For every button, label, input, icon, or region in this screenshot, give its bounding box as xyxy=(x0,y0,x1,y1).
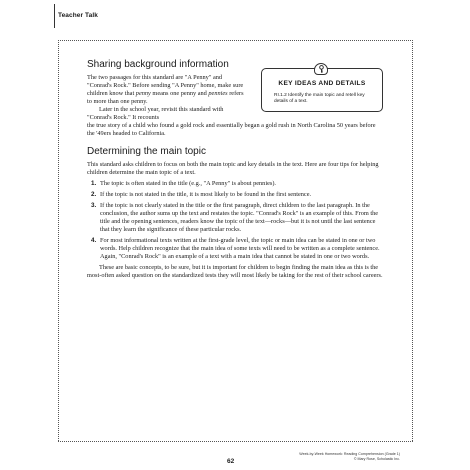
frame-top xyxy=(58,40,413,41)
footer-credit: Week-by-Week Homework: Reading Comprehension (Grade 1) © Mary Rose, Scholastic Inc. xyxy=(299,452,400,461)
closing-paragraph: These are basic concepts, to be sure, but it is important for children to begin finding the main idea as this is the most-often asked question on the standardized tests they will most likely be taking for the rest of their school careers. xyxy=(87,264,383,279)
section-heading-main-topic: Determining the main topic xyxy=(87,146,206,157)
main-topic-intro: This standard asks children to focus on both the main topic and key details in the text. Here are four tips for helping children determine the main topic of a text. xyxy=(87,161,379,176)
frame-right xyxy=(412,40,413,441)
header-label: Teacher Talk xyxy=(58,12,98,19)
background-paragraph-2a: Later in the school year, revisit this standard with "Conrad's Rock." It recounts xyxy=(87,106,224,121)
key-ideas-box xyxy=(261,68,383,112)
key-icon xyxy=(314,63,328,75)
key-ideas-standard: RI.1.2 Identify the main topic and retell key details of a text. xyxy=(274,93,365,105)
page-number: 62 xyxy=(227,458,235,465)
page-content xyxy=(87,59,383,280)
background-paragraph-2b: the true story of a child who found a gold rock and essentially began a gold rush in North Carolina 50 years before the '49ers headed to California. xyxy=(87,122,376,137)
list-item: 1. The topic is often stated in the title (e.g., "A Penny" is about pennies). xyxy=(91,180,276,187)
list-item: 4. For most informational texts written at the first-grade level, the topic or main idea can be stated in one or two words. Help children recognize that the main idea of some texts will need to be written as a complete sentence. Again, "Conrad's Rock" is an example of a text with a main idea that cannot be stated in one or two words. xyxy=(91,237,380,260)
tips-list xyxy=(87,180,383,261)
frame-bottom xyxy=(58,441,413,442)
frame-left xyxy=(58,40,59,441)
list-item: 2. If the topic is not stated in the title, it is most likely to be found in the first sentence. xyxy=(91,191,312,198)
list-item: 3. If the topic is not clearly stated in the title or the first paragraph, direct children to the last paragraph. In the conclusion, the author sums up the text and restates the topic. "Conrad's Rock" is an example of this. From the title and the opening sentences, readers know the topic of the text—rocks—but it is not until the last sentence that they learn the significance of these particular rocks. xyxy=(91,202,379,233)
background-paragraph-1: The two passages for this standard are "A Penny" and "Conrad's Rock." Before sending "A Penny" home, make sure children know that penny means one penny and pennies refers to more than one penny. xyxy=(87,74,244,105)
section-heading-background: Sharing background information xyxy=(87,59,229,70)
header-rule xyxy=(54,4,55,28)
key-ideas-title: KEY IDEAS AND DETAILS xyxy=(278,80,366,87)
